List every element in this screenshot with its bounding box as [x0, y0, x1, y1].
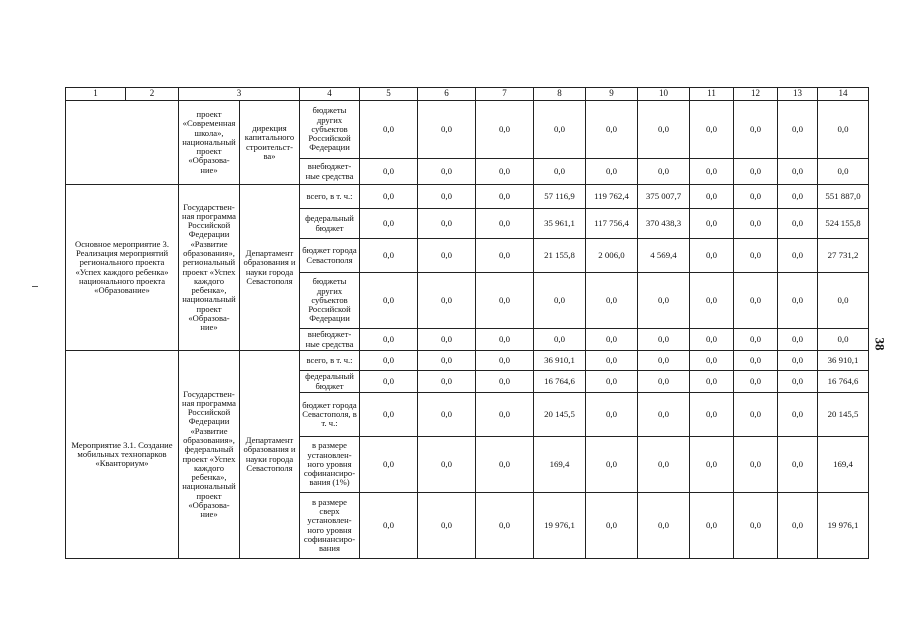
- value-cell: 0,0: [360, 185, 418, 209]
- value-cell: 0,0: [534, 273, 586, 329]
- source-cell: внебюджет-ные средства: [300, 159, 360, 185]
- value-cell: 0,0: [418, 273, 476, 329]
- value-cell: 0,0: [476, 437, 534, 493]
- value-cell: 0,0: [534, 329, 586, 351]
- page-number: 38: [872, 337, 888, 351]
- header-cell: 12: [734, 88, 778, 101]
- value-cell: 0,0: [734, 371, 778, 393]
- value-cell: 35 961,1: [534, 209, 586, 239]
- value-cell: 0,0: [418, 159, 476, 185]
- header-cell: 2: [126, 88, 179, 101]
- value-cell: 0,0: [690, 185, 734, 209]
- value-cell: 0,0: [734, 209, 778, 239]
- table-row: [66, 101, 869, 159]
- header-cell: 7: [476, 88, 534, 101]
- header-cell: 13: [778, 88, 818, 101]
- value-cell: 0,0: [778, 437, 818, 493]
- value-cell: 0,0: [418, 185, 476, 209]
- value-cell: 27 731,2: [818, 239, 869, 273]
- value-cell: 0,0: [418, 209, 476, 239]
- value-cell: 0,0: [476, 329, 534, 351]
- header-cell: 9: [586, 88, 638, 101]
- header-cell: 6: [418, 88, 476, 101]
- table-row: [66, 185, 869, 209]
- source-cell: федеральный бюджет: [300, 209, 360, 239]
- value-cell: 0,0: [734, 239, 778, 273]
- source-cell: внебюджет-ные средства: [300, 329, 360, 351]
- value-cell: 0,0: [778, 239, 818, 273]
- value-cell: 0,0: [418, 101, 476, 159]
- value-cell: 0,0: [638, 393, 690, 437]
- value-cell: 169,4: [818, 437, 869, 493]
- value-cell: 0,0: [778, 329, 818, 351]
- value-cell: 57 116,9: [534, 185, 586, 209]
- value-cell: 0,0: [690, 393, 734, 437]
- value-cell: 0,0: [690, 273, 734, 329]
- value-cell: 0,0: [476, 393, 534, 437]
- budget-table: [65, 87, 869, 559]
- value-cell: 0,0: [586, 393, 638, 437]
- value-cell: 2 006,0: [586, 239, 638, 273]
- value-cell: 0,0: [360, 393, 418, 437]
- header-cell: 3: [179, 88, 300, 101]
- value-cell: 524 155,8: [818, 209, 869, 239]
- scan-mark: [32, 286, 38, 287]
- value-cell: 0,0: [476, 185, 534, 209]
- value-cell: 0,0: [418, 239, 476, 273]
- value-cell: 119 762,4: [586, 185, 638, 209]
- value-cell: 0,0: [418, 329, 476, 351]
- value-cell: 0,0: [638, 437, 690, 493]
- value-cell: 0,0: [586, 351, 638, 371]
- header-cell: 14: [818, 88, 869, 101]
- program-cell: проект «Современная школа», национальный проект «Образова-ние»: [179, 101, 240, 185]
- value-cell: 36 910,1: [534, 351, 586, 371]
- value-cell: 0,0: [360, 273, 418, 329]
- source-cell: федеральный бюджет: [300, 371, 360, 393]
- value-cell: 0,0: [638, 329, 690, 351]
- value-cell: 0,0: [734, 393, 778, 437]
- value-cell: 0,0: [586, 273, 638, 329]
- value-cell: 4 569,4: [638, 239, 690, 273]
- activity-name: Мероприятие 3.1. Создание мобильных технопарков «Кванториум»: [66, 351, 179, 559]
- value-cell: 375 007,7: [638, 185, 690, 209]
- value-cell: 0,0: [638, 493, 690, 559]
- value-cell: 0,0: [360, 493, 418, 559]
- value-cell: 0,0: [690, 101, 734, 159]
- header-cell: 8: [534, 88, 586, 101]
- value-cell: 551 887,0: [818, 185, 869, 209]
- value-cell: 0,0: [778, 101, 818, 159]
- value-cell: 0,0: [638, 273, 690, 329]
- value-cell: 0,0: [690, 437, 734, 493]
- executor-cell: Департамент образования и науки города Севастополя: [240, 185, 300, 351]
- value-cell: 0,0: [818, 159, 869, 185]
- value-cell: 0,0: [638, 371, 690, 393]
- value-cell: 0,0: [638, 101, 690, 159]
- header-cell: 10: [638, 88, 690, 101]
- header-cell: 4: [300, 88, 360, 101]
- value-cell: 0,0: [778, 273, 818, 329]
- value-cell: 20 145,5: [534, 393, 586, 437]
- value-cell: 0,0: [586, 437, 638, 493]
- value-cell: 0,0: [360, 351, 418, 371]
- source-cell: бюджет города Севастополя: [300, 239, 360, 273]
- source-cell: в размере установлен-ного уровня софинансиро-вания (1%): [300, 437, 360, 493]
- header-row: [66, 88, 869, 101]
- table-row: [66, 351, 869, 371]
- value-cell: 0,0: [778, 493, 818, 559]
- value-cell: 117 756,4: [586, 209, 638, 239]
- activity-name: Основное мероприятие 3. Реализация мероприятий регионального проекта «Успех каждого ребенка» национального проекта «Образование»: [66, 185, 179, 351]
- value-cell: 370 438,3: [638, 209, 690, 239]
- value-cell: 0,0: [360, 159, 418, 185]
- value-cell: 0,0: [534, 101, 586, 159]
- value-cell: 0,0: [476, 159, 534, 185]
- value-cell: 0,0: [586, 371, 638, 393]
- value-cell: 0,0: [734, 101, 778, 159]
- source-cell: всего, в т. ч.:: [300, 185, 360, 209]
- value-cell: 0,0: [778, 209, 818, 239]
- value-cell: 0,0: [418, 371, 476, 393]
- header-cell: 11: [690, 88, 734, 101]
- value-cell: 0,0: [476, 351, 534, 371]
- value-cell: 169,4: [534, 437, 586, 493]
- value-cell: 0,0: [586, 101, 638, 159]
- value-cell: 0,0: [638, 351, 690, 371]
- value-cell: 0,0: [690, 159, 734, 185]
- value-cell: 0,0: [360, 437, 418, 493]
- value-cell: 0,0: [818, 101, 869, 159]
- executor-cell: дирекция капитального строительст-ва»: [240, 101, 300, 185]
- value-cell: 0,0: [690, 493, 734, 559]
- value-cell: 0,0: [734, 351, 778, 371]
- value-cell: 0,0: [360, 371, 418, 393]
- value-cell: 0,0: [476, 239, 534, 273]
- value-cell: 0,0: [476, 371, 534, 393]
- value-cell: 0,0: [690, 351, 734, 371]
- value-cell: 0,0: [778, 371, 818, 393]
- value-cell: 0,0: [734, 437, 778, 493]
- value-cell: 0,0: [778, 351, 818, 371]
- value-cell: 0,0: [734, 159, 778, 185]
- value-cell: 0,0: [818, 273, 869, 329]
- source-cell: в размере сверх установлен-ного уровня софинансиро-вания: [300, 493, 360, 559]
- value-cell: 36 910,1: [818, 351, 869, 371]
- value-cell: 0,0: [734, 273, 778, 329]
- source-cell: бюджеты других субъектов Российской Федерации: [300, 101, 360, 159]
- value-cell: 0,0: [476, 493, 534, 559]
- value-cell: 0,0: [638, 159, 690, 185]
- value-cell: 0,0: [534, 159, 586, 185]
- value-cell: 0,0: [360, 101, 418, 159]
- value-cell: 0,0: [360, 209, 418, 239]
- header-cell: 5: [360, 88, 418, 101]
- program-cell: Государствен-ная программа Российской Федерации «Развитие образования», федеральный проект «Успех каждого ребенка», национальный проект «Образова-ние»: [179, 351, 240, 559]
- value-cell: 19 976,1: [534, 493, 586, 559]
- value-cell: 0,0: [690, 371, 734, 393]
- source-cell: всего, в т. ч.:: [300, 351, 360, 371]
- value-cell: 0,0: [476, 101, 534, 159]
- program-cell: Государствен-ная программа Российской Федерации «Развитие образования», региональный проект «Успех каждого ребенка», национальный проект «Образова-ние»: [179, 185, 240, 351]
- value-cell: 0,0: [690, 239, 734, 273]
- value-cell: 0,0: [778, 393, 818, 437]
- value-cell: 20 145,5: [818, 393, 869, 437]
- value-cell: 0,0: [360, 239, 418, 273]
- header-cell: 1: [66, 88, 126, 101]
- executor-cell: Департамент образования и науки города Севастополя: [240, 351, 300, 559]
- value-cell: 0,0: [586, 159, 638, 185]
- value-cell: 16 764,6: [818, 371, 869, 393]
- value-cell: 0,0: [734, 329, 778, 351]
- value-cell: 0,0: [690, 329, 734, 351]
- value-cell: 0,0: [734, 185, 778, 209]
- value-cell: 0,0: [690, 209, 734, 239]
- value-cell: 0,0: [778, 185, 818, 209]
- value-cell: 0,0: [586, 493, 638, 559]
- value-cell: 0,0: [418, 351, 476, 371]
- value-cell: 0,0: [476, 273, 534, 329]
- value-cell: 0,0: [418, 393, 476, 437]
- activity-name: [66, 101, 179, 185]
- value-cell: 0,0: [586, 329, 638, 351]
- value-cell: 21 155,8: [534, 239, 586, 273]
- value-cell: 0,0: [734, 493, 778, 559]
- value-cell: 0,0: [476, 209, 534, 239]
- source-cell: бюджет города Севастополя, в т. ч.:: [300, 393, 360, 437]
- value-cell: 0,0: [418, 493, 476, 559]
- value-cell: 0,0: [360, 329, 418, 351]
- value-cell: 16 764,6: [534, 371, 586, 393]
- value-cell: 0,0: [418, 437, 476, 493]
- value-cell: 0,0: [778, 159, 818, 185]
- value-cell: 19 976,1: [818, 493, 869, 559]
- source-cell: бюджеты других субъектов Российской Федерации: [300, 273, 360, 329]
- value-cell: 0,0: [818, 329, 869, 351]
